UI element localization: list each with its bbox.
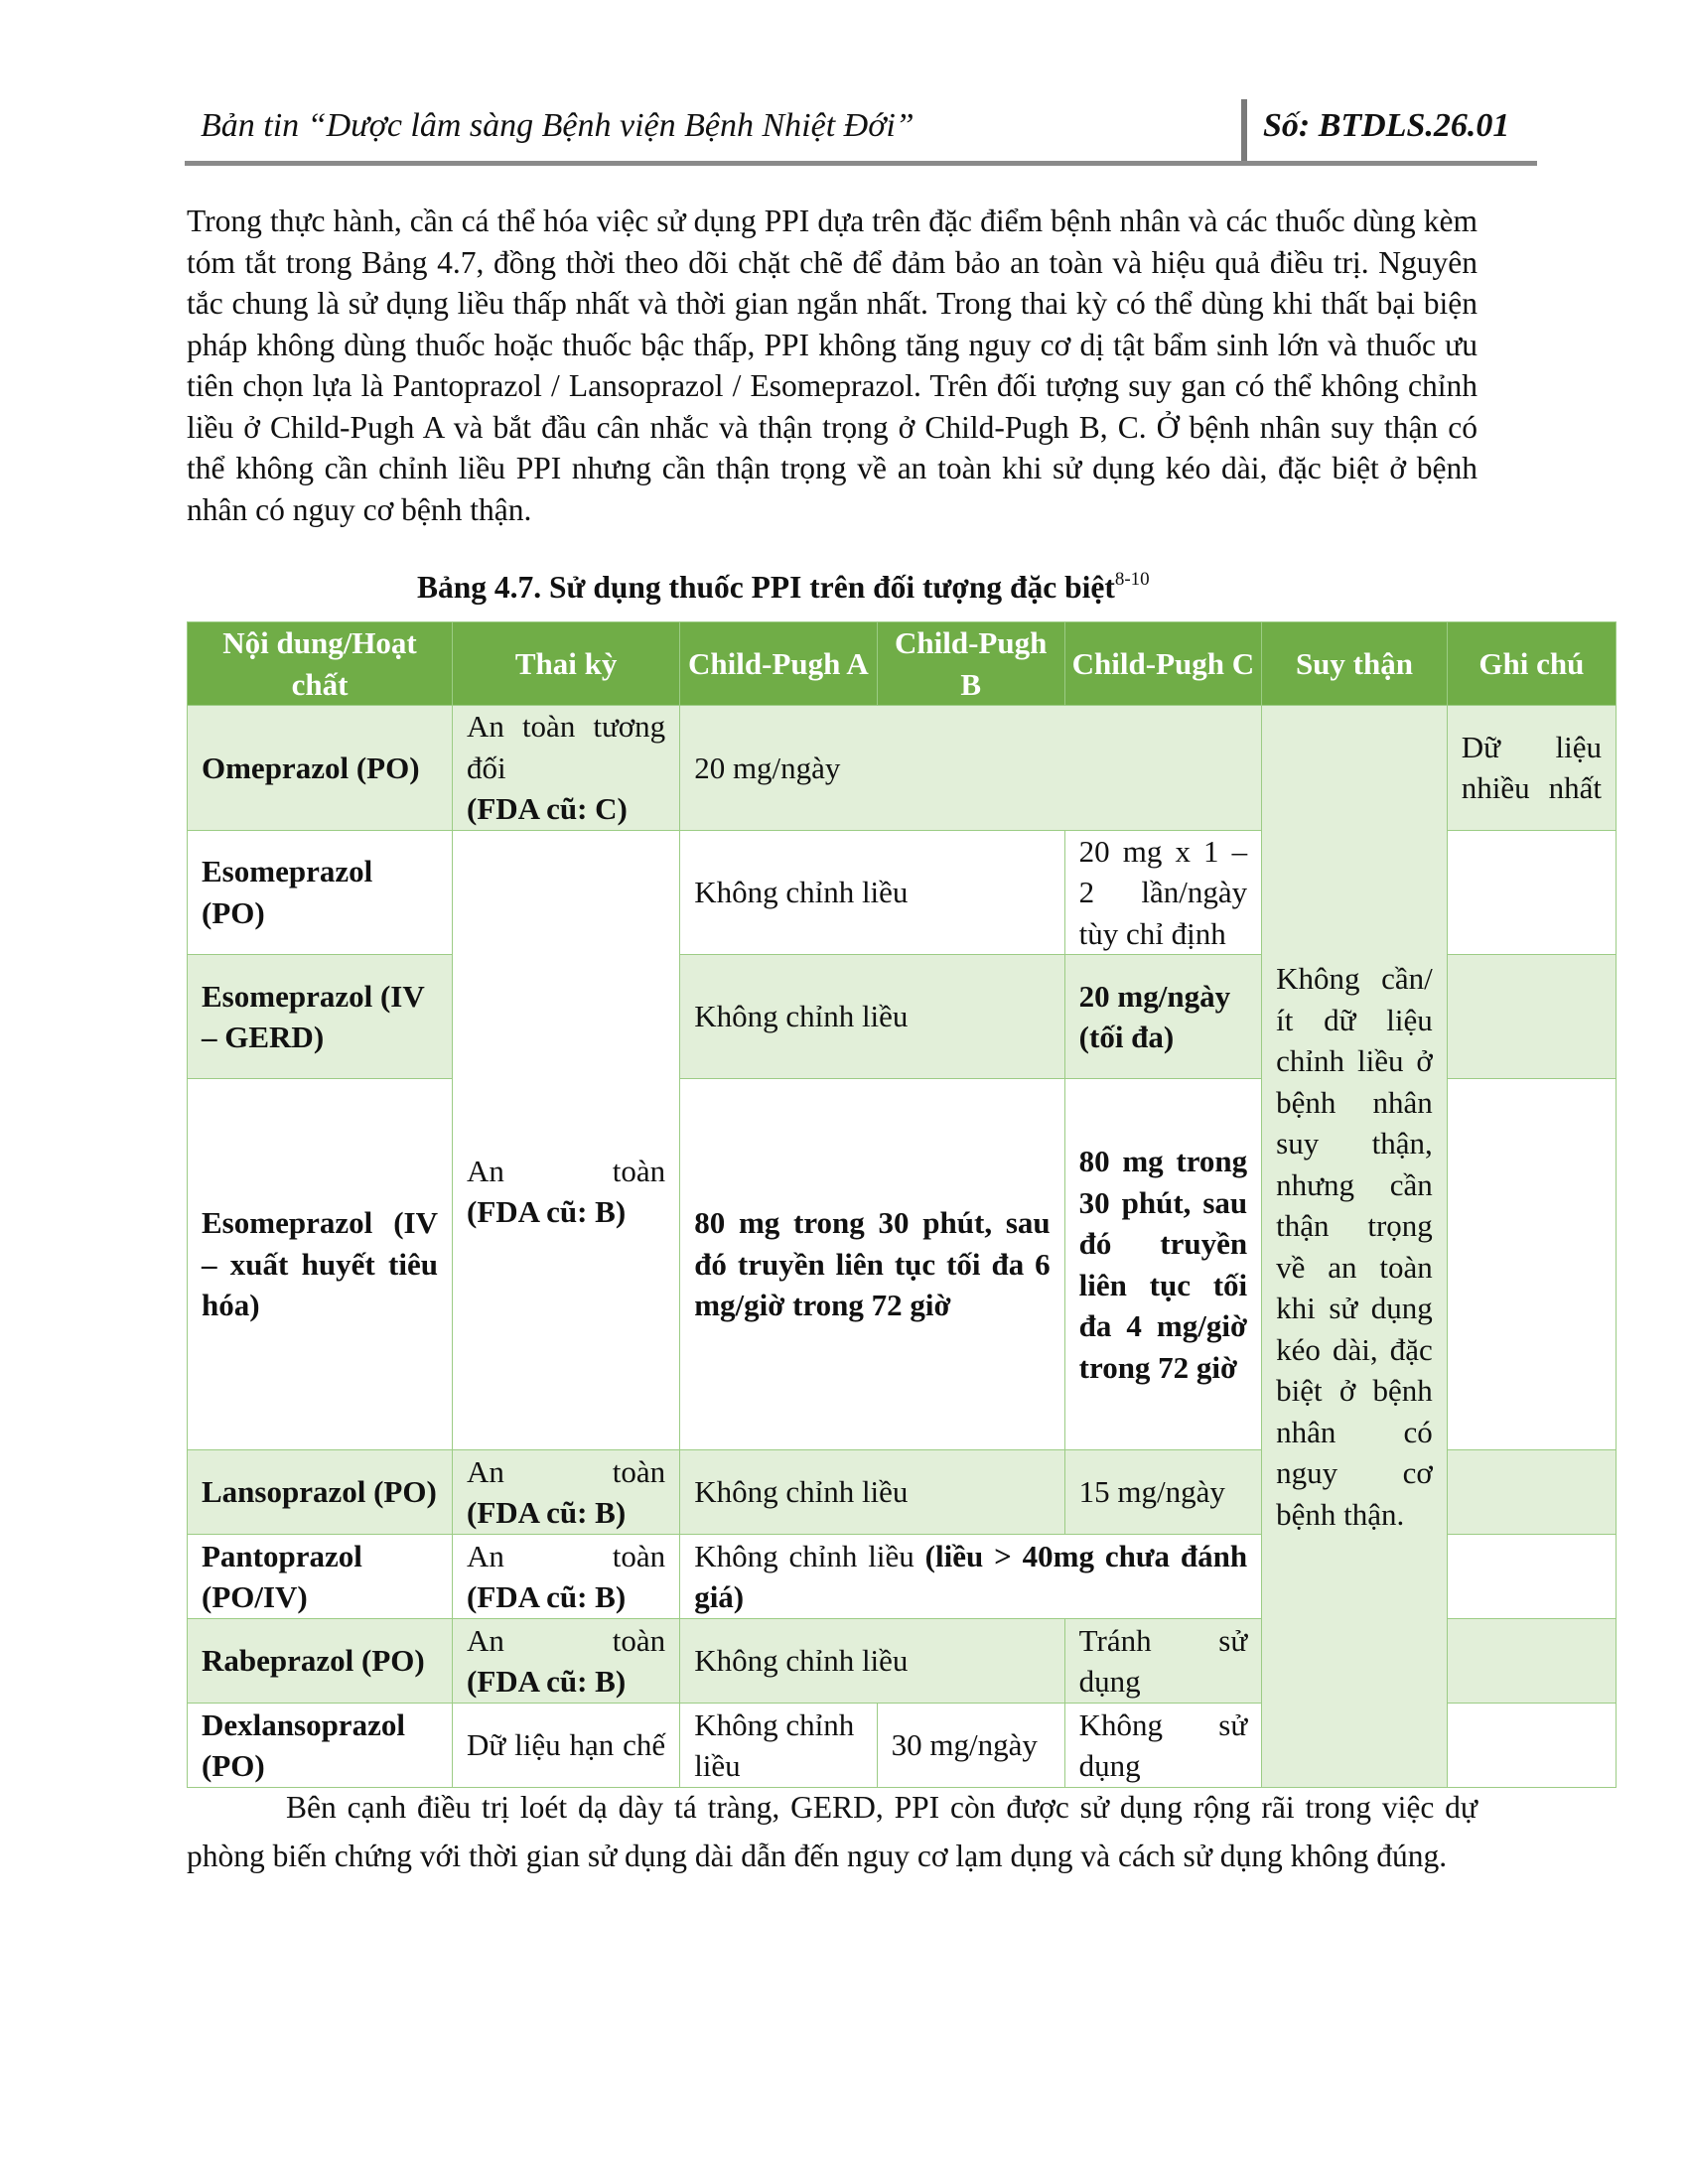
table-caption <box>417 570 1150 606</box>
pregnancy-fda: (FDA cũ: B) <box>467 1194 627 1230</box>
ppi-special-population-table <box>187 621 1617 1788</box>
drug-name: Omeprazol (PO) <box>188 706 453 831</box>
drug-name: Dexlansoprazol (PO) <box>188 1704 453 1788</box>
pregnancy-cell <box>453 1450 680 1535</box>
pregnancy-cell <box>453 1619 680 1704</box>
drug-name: Esomeprazol (PO) <box>188 830 453 955</box>
child-pugh-c-cell: Không sử dụng <box>1064 1704 1261 1788</box>
header-child-pugh-a: Child-Pugh A <box>680 622 877 706</box>
child-pugh-ab-cell: Không chỉnh liều <box>680 1450 1064 1535</box>
drug-name: Esomeprazol (IV – GERD) <box>188 955 453 1079</box>
drug-name: Rabeprazol (PO) <box>188 1619 453 1704</box>
renal-note-cell: Không cần/ít dữ liệu chỉnh liều ở bệnh nhân suy thận, nhưng cần thận trọng về an toàn khi sử dụng kéo dài, đặc biệt ở bệnh nhân có nguy cơ bệnh thận. <box>1262 706 1448 1788</box>
child-pugh-c-cell: 20 mg x 1 – 2 lần/ngày tùy chỉ định <box>1064 830 1261 955</box>
child-pugh-b-cell: 30 mg/ngày <box>877 1704 1064 1788</box>
intro-paragraph: Trong thực hành, cần cá thể hóa việc sử dụng PPI dựa trên đặc điểm bệnh nhân và các thuốc dùng kèm tóm tắt trong Bảng 4.7, đồng thời theo dõi chặt chẽ để đảm bảo an toàn và hiệu quả điều trị. Nguyên tắc chung là sử dụng liều thấp nhất và thời gian ngắn nhất. Trong thai kỳ có thể dùng khi thất bại biện pháp không dùng thuốc hoặc thuốc bậc thấp, PPI không tăng nguy cơ dị tật bẩm sinh lớn và thuốc ưu tiên chọn lựa là Pantoprazol / Lansoprazol / Esomeprazol. Trên đối tượng suy gan có thể không chỉnh liều ở Child-Pugh A và bắt đầu cân nhắc và thận trọng ở Child-Pugh B, C. Ở bệnh nhân suy thận có thể không cần chỉnh liều PPI nhưng cần thận trọng về an toàn khi sử dụng kéo dài, đặc biệt ở bệnh nhân có nguy cơ bệnh thận. <box>187 204 1477 527</box>
pregnancy-text: An toàn <box>467 1622 666 1658</box>
page-header <box>185 99 1537 161</box>
header-child-pugh-b: Child-Pugh B <box>877 622 1064 706</box>
child-pugh-abc-bold-text: (liều > 40mg chưa đánh giá) <box>694 1538 1248 1614</box>
pregnancy-text: An toàn <box>467 1153 666 1188</box>
pregnancy-text: An toàn tương đối <box>467 709 666 785</box>
note-cell <box>1447 1079 1616 1450</box>
pregnancy-fda: (FDA cũ: B) <box>467 1664 627 1699</box>
child-pugh-c-cell: 80 mg trong 30 phút, sau đó truyền liên tục tối đa 4 mg/giờ trong 72 giờ <box>1064 1079 1261 1450</box>
note-cell <box>1447 1535 1616 1619</box>
note-cell <box>1447 1619 1616 1704</box>
child-pugh-c-cell: Tránh sử dụng <box>1064 1619 1261 1704</box>
drug-name: Esomeprazol (IV – xuất huyết tiêu hóa) <box>188 1079 453 1450</box>
pregnancy-fda: (FDA cũ: C) <box>467 791 628 826</box>
table-row <box>188 706 1617 831</box>
child-pugh-ab-cell: 80 mg trong 30 phút, sau đó truyền liên tục tối đa 6 mg/giờ trong 72 giờ <box>680 1079 1064 1450</box>
header-content: Nội dung/Hoạt chất <box>188 622 453 706</box>
header-child-pugh-c: Child-Pugh C <box>1064 622 1261 706</box>
pregnancy-cell: Dữ liệu hạn chế <box>453 1704 680 1788</box>
closing-paragraph <box>187 1783 1477 1880</box>
pregnancy-fda: (FDA cũ: B) <box>467 1495 627 1530</box>
pregnancy-text: An toàn <box>467 1453 666 1489</box>
header-note: Ghi chú <box>1447 622 1616 706</box>
pregnancy-cell <box>453 830 680 1450</box>
pregnancy-cell <box>453 1535 680 1619</box>
header-rule <box>185 161 1537 166</box>
drug-name: Pantoprazol (PO/IV) <box>188 1535 453 1619</box>
header-pregnancy: Thai kỳ <box>453 622 680 706</box>
table-header-row <box>188 622 1617 706</box>
bulletin-title: Bản tin “Dược lâm sàng Bệnh viện Bệnh Nhiệt Đới” <box>201 107 914 144</box>
pregnancy-cell <box>453 706 680 831</box>
header-divider <box>1241 99 1247 161</box>
child-pugh-c-cell: 15 mg/ngày <box>1064 1450 1261 1535</box>
table-caption-reference: 8-10 <box>1114 568 1150 590</box>
child-pugh-abc-cell <box>680 1535 1262 1619</box>
child-pugh-a-cell: Không chỉnh liều <box>680 1704 877 1788</box>
note-cell: Dữ liệu nhiều nhất <box>1447 706 1616 831</box>
closing-paragraph-text: Bên cạnh điều trị loét dạ dày tá tràng, GERD, PPI còn được sử dụng rộng rãi trong việc dự phòng biến chứng với thời gian sử dụng dài dẫn đến nguy cơ lạm dụng và cách sử dụng không đúng. <box>187 1790 1477 1873</box>
child-pugh-abc-cell: 20 mg/ngày <box>680 706 1262 831</box>
child-pugh-ab-cell: Không chỉnh liều <box>680 830 1064 955</box>
issue-number: Số: BTDLS.26.01 <box>1263 107 1510 144</box>
pregnancy-text: An toàn <box>467 1538 666 1573</box>
pregnancy-fda: (FDA cũ: B) <box>467 1579 627 1614</box>
note-cell <box>1447 1704 1616 1788</box>
note-cell <box>1447 830 1616 955</box>
child-pugh-ab-cell: Không chỉnh liều <box>680 1619 1064 1704</box>
drug-name: Lansoprazol (PO) <box>188 1450 453 1535</box>
header-renal: Suy thận <box>1262 622 1448 706</box>
note-cell <box>1447 1450 1616 1535</box>
note-cell <box>1447 955 1616 1079</box>
child-pugh-c-cell: 20 mg/ngày (tối đa) <box>1064 955 1261 1079</box>
table-caption-text: Bảng 4.7. Sử dụng thuốc PPI trên đối tượng đặc biệt <box>417 570 1115 605</box>
child-pugh-ab-cell: Không chỉnh liều <box>680 955 1064 1079</box>
child-pugh-abc-text: Không chỉnh liều <box>694 1538 914 1573</box>
